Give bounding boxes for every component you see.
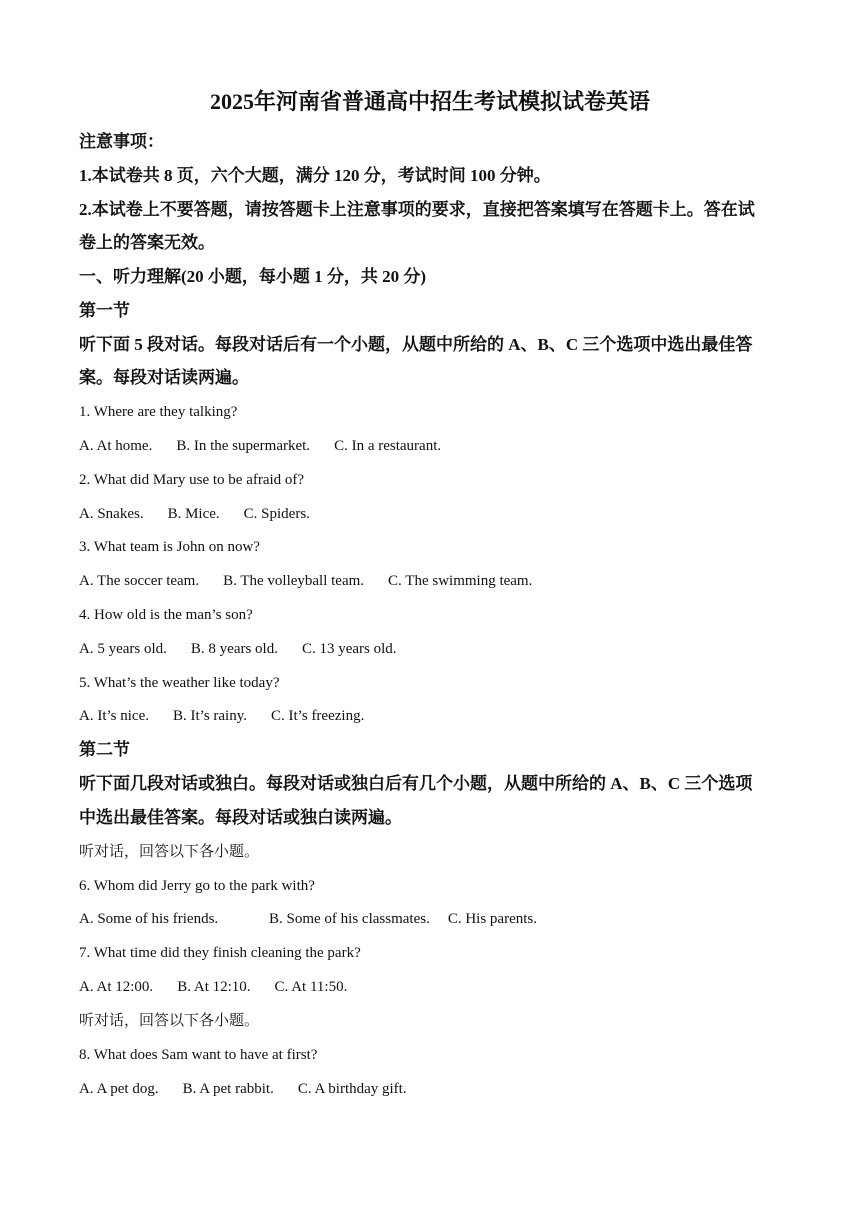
- question-options: [79, 639, 779, 659]
- option-a: A. Snakes.: [79, 506, 144, 522]
- option-a: A. At 12:00.: [79, 979, 154, 995]
- section2-instruction-line-1: 听下面几段对话或独白。每段对话或独白后有几个小题，从题中所给的 A、B、C 三个选项: [79, 774, 753, 793]
- option-c: C. A birthday gift.: [297, 1081, 407, 1097]
- option-b: B. It’s rainy.: [172, 708, 248, 724]
- section1-heading: 第一节: [79, 301, 130, 320]
- option-c: C. At 11:50.: [274, 979, 348, 995]
- section1-instruction-line-1: 听下面 5 段对话。每段对话后有一个小题，从题中所给的 A、B、C 三个选项中选出最佳答: [79, 335, 753, 354]
- question-text: 2. What did Mary use to be afraid of?: [79, 472, 305, 488]
- option-b: B. The volleyball team.: [223, 573, 365, 589]
- option-a: A. The soccer team.: [79, 573, 200, 589]
- question-text: 8. What does Sam want to have at first?: [79, 1047, 318, 1063]
- section2-heading: 第二节: [79, 740, 130, 759]
- option-a: A. At home.: [79, 438, 153, 454]
- question-text: 1. Where are they talking?: [79, 404, 238, 420]
- notes-heading: 注意事项：: [79, 132, 164, 151]
- option-c: C. It’s freezing.: [271, 708, 365, 724]
- question-options: [79, 706, 779, 726]
- option-b: B. 8 years old.: [190, 641, 278, 657]
- option-c: C. Spiders.: [243, 506, 310, 522]
- option-a: A. A pet dog.: [79, 1081, 159, 1097]
- page-title: 2025年河南省普通高中招生考试模拟试卷英语: [209, 89, 650, 114]
- question-options: [79, 571, 779, 591]
- dialogue-prompt: 听对话，回答以下各小题。: [79, 844, 260, 860]
- option-b: B. A pet rabbit.: [182, 1081, 274, 1097]
- notes-item-2-line-2: 卷上的答案无效。: [79, 233, 215, 252]
- question-options: [79, 977, 779, 997]
- option-c: C. In a restaurant.: [334, 438, 442, 454]
- option-b: B. Some of his classmates.: [269, 911, 430, 927]
- question-options: [79, 436, 779, 456]
- option-c: C. His parents.: [447, 911, 537, 927]
- question-text: 4. How old is the man’s son?: [79, 607, 253, 623]
- option-c: C. The swimming team.: [388, 573, 533, 589]
- option-a: A. 5 years old.: [79, 641, 167, 657]
- notes-item-1: 1.本试卷共 8 页，六个大题，满分 120 分，考试时间 100 分钟。: [79, 166, 551, 185]
- section1-instruction-line-2: 案。每段对话读两遍。: [79, 368, 249, 387]
- option-c: C. 13 years old.: [301, 641, 397, 657]
- question-text: 5. What’s the weather like today?: [79, 675, 280, 691]
- question-options: [79, 1079, 779, 1099]
- option-a: A. Some of his friends.: [79, 911, 219, 927]
- question-text: 6. Whom did Jerry go to the park with?: [79, 878, 315, 894]
- option-b: B. In the supermarket.: [176, 438, 311, 454]
- section2-instruction-line-2: 中选出最佳答案。每段对话或独白读两遍。: [79, 808, 402, 827]
- option-b: B. At 12:10.: [177, 979, 251, 995]
- question-text: 7. What time did they finish cleaning the park?: [79, 945, 361, 961]
- option-b: B. Mice.: [167, 506, 220, 522]
- question-text: 3. What team is John on now?: [79, 539, 260, 555]
- question-options: [79, 909, 779, 929]
- notes-item-2-line-1: 2.本试卷上不要答题，请按答题卡上注意事项的要求，直接把答案填写在答题卡上。答在试: [79, 200, 755, 219]
- dialogue-prompt: 听对话，回答以下各小题。: [79, 1013, 260, 1029]
- part1-heading: 一、听力理解(20 小题，每小题 1 分，共 20 分): [79, 267, 427, 286]
- option-a: A. It’s nice.: [79, 708, 149, 724]
- question-options: [79, 504, 779, 524]
